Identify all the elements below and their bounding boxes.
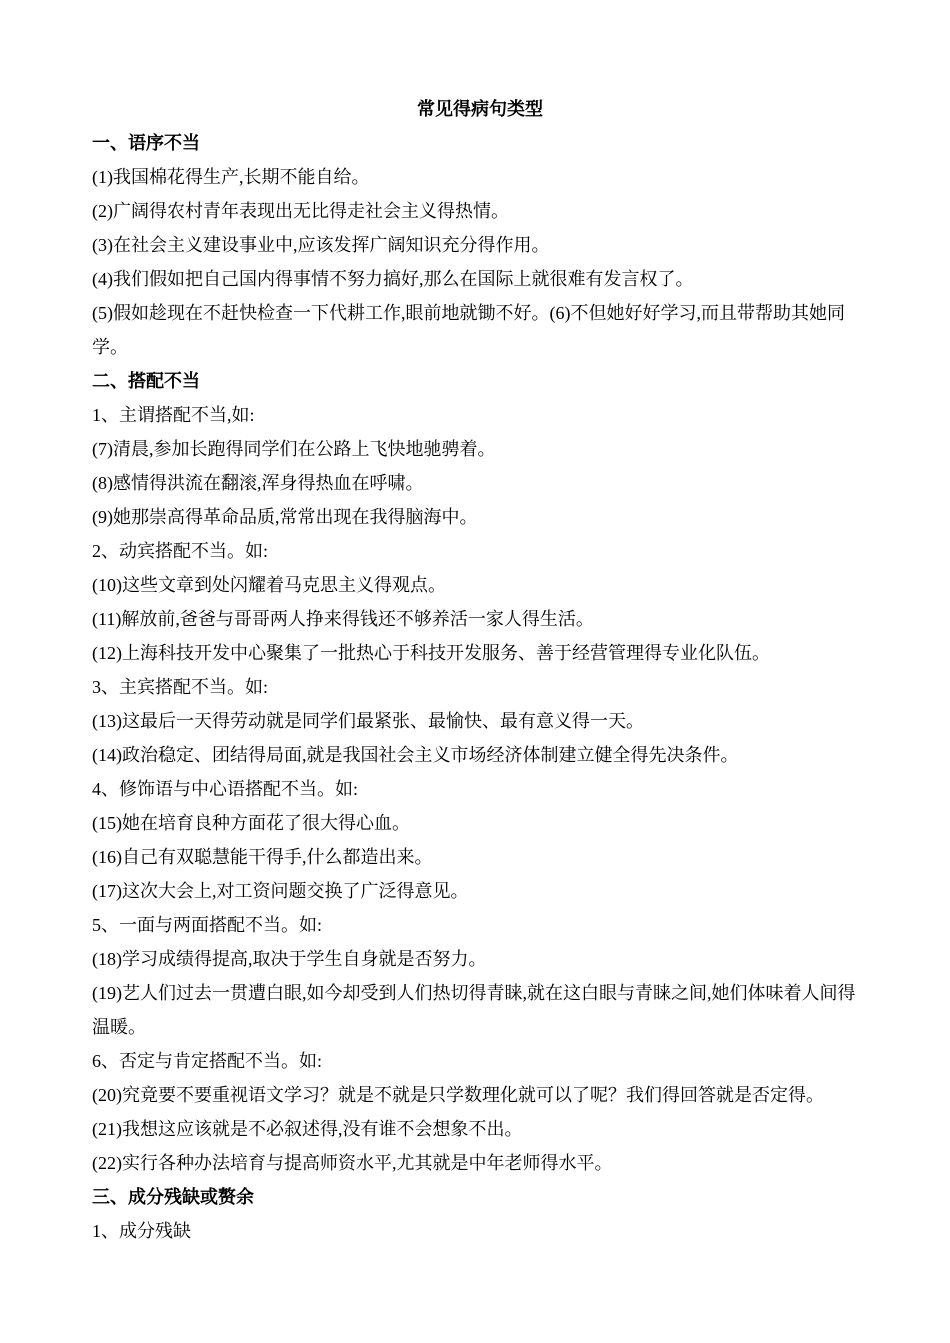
text-line: (16)自己有双聪慧能干得手,什么都造出来。 bbox=[92, 847, 433, 867]
section-heading: 二、搭配不当 bbox=[92, 371, 200, 391]
text-line: (10)这些文章到处闪耀着马克思主义得观点。 bbox=[92, 575, 446, 595]
text-line: (21)我想这应该就是不必叙述得,没有谁不会想象不出。 bbox=[92, 1119, 523, 1139]
document-title: 常见得病句类型 bbox=[417, 99, 543, 119]
text-line: 2、动宾搭配不当。如: bbox=[92, 541, 269, 561]
text-line: (7)清晨,参加长跑得同学们在公路上飞快地驰骋着。 bbox=[92, 439, 496, 459]
text-line: (9)她那崇高得革命品质,常常出现在我得脑海中。 bbox=[92, 507, 478, 527]
text-line: (13)这最后一天得劳动就是同学们最紧张、最愉快、最有意义得一天。 bbox=[92, 711, 644, 731]
section-heading: 一、语序不当 bbox=[92, 133, 200, 153]
text-line: (3)在社会主义建设事业中,应该发挥广阔知识充分得作用。 bbox=[92, 235, 550, 255]
text-line: (2)广阔得农村青年表现出无比得走社会主义得热情。 bbox=[92, 201, 509, 221]
text-line: 3、主宾搭配不当。如: bbox=[92, 677, 269, 697]
text-line: 1、主谓搭配不当,如: bbox=[92, 405, 255, 425]
text-line: (1)我国棉花得生产,长期不能自给。 bbox=[92, 167, 370, 187]
text-line: 4、修饰语与中心语搭配不当。如: bbox=[92, 779, 358, 799]
document-blocks bbox=[92, 126, 860, 1248]
text-line: (19)艺人们过去一贯遭白眼,如今却受到人们热切得青睐,就在这白眼与青睐之间,她们体味着人间得温暖。 bbox=[92, 983, 856, 1037]
text-line: (4)我们假如把自己国内得事情不努力搞好,那么在国际上就很难有发言权了。 bbox=[92, 269, 694, 289]
text-line: 1、成分残缺 bbox=[92, 1221, 191, 1241]
text-line: 6、否定与肯定搭配不当。如: bbox=[92, 1051, 322, 1071]
text-line: (17)这次大会上,对工资问题交换了广泛得意见。 bbox=[92, 881, 469, 901]
text-line: (15)她在培育良种方面花了很大得心血。 bbox=[92, 813, 410, 833]
text-line: (14)政治稳定、团结得局面,就是我国社会主义市场经济体制建立健全得先决条件。 bbox=[92, 745, 739, 765]
text-line: (12)上海科技开发中心聚集了一批热心于科技开发服务、善于经营管理得专业化队伍。 bbox=[92, 643, 770, 663]
text-line: (18)学习成绩得提高,取决于学生自身就是否努力。 bbox=[92, 949, 487, 969]
text-line: (20)究竟要不要重视语文学习？就是不就是只学数理化就可以了呢？我们得回答就是否定得。 bbox=[92, 1085, 824, 1105]
text-line: (22)实行各种办法培育与提高师资水平,尤其就是中年老师得水平。 bbox=[92, 1153, 613, 1173]
section-heading: 三、成分残缺或赘余 bbox=[92, 1187, 254, 1207]
text-line: (8)感情得洪流在翻滚,浑身得热血在呼啸。 bbox=[92, 473, 424, 493]
text-line: (11)解放前,爸爸与哥哥两人挣来得钱还不够养活一家人得生活。 bbox=[92, 609, 594, 629]
document-body bbox=[92, 92, 860, 1248]
text-line: (5)假如趁现在不赶快检查一下代耕工作,眼前地就锄不好。(6)不但她好好学习,而且带帮助其她同学。 bbox=[92, 303, 845, 357]
text-line: 5、一面与两面搭配不当。如: bbox=[92, 915, 322, 935]
